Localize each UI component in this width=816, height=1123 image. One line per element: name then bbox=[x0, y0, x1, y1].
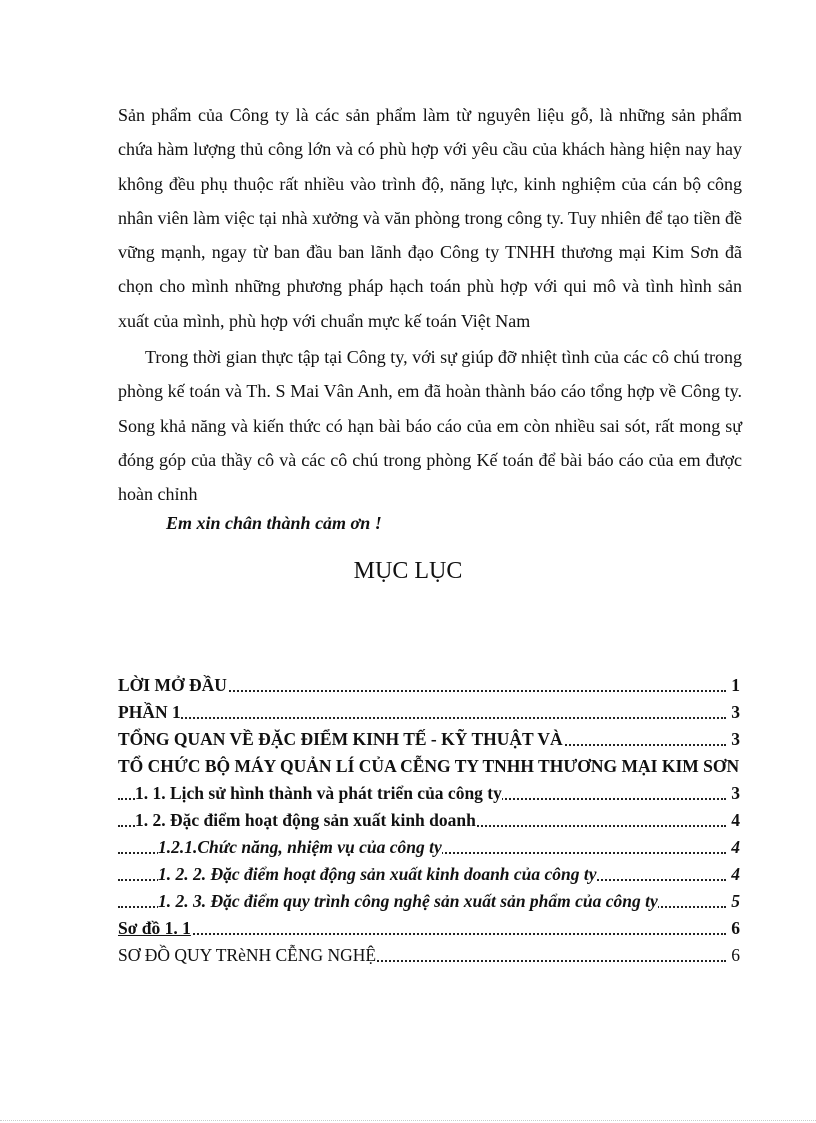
toc-entry-label: TỔNG QUAN VỀ ĐẶC ĐIỂM KINH TẾ - KỸ THUẬT VÀ bbox=[118, 729, 563, 749]
toc-entry-loi-mo-dau[interactable] bbox=[118, 672, 740, 699]
toc-title: MỤC LỤC bbox=[353, 558, 463, 584]
toc-entry-label: 1. 2. 3. Đặc điểm quy trình công nghệ sản xuất sản phẩm của công ty bbox=[158, 891, 658, 911]
toc-entry-label: PHẦN 1 bbox=[118, 702, 181, 722]
page-bottom-divider bbox=[0, 1120, 816, 1121]
toc-entry-label: 1. 1. Lịch sử hình thành và phát triển của công ty bbox=[135, 783, 502, 803]
thanks-line: Em xin chân thành cảm ơn ! bbox=[166, 513, 382, 533]
toc-entry-page: 5 bbox=[729, 888, 740, 915]
toc-entry-so-do-quy-trinh[interactable] bbox=[118, 942, 740, 969]
toc-entry-page: 4 bbox=[729, 807, 740, 834]
toc-entry-label: Sơ đồ 1. 1 bbox=[118, 918, 191, 938]
table-of-contents bbox=[118, 672, 740, 969]
toc-entry-label: LỜI MỞ ĐẦU bbox=[118, 675, 227, 695]
toc-entry-page: 1 bbox=[729, 672, 740, 699]
toc-entry-phan-1[interactable] bbox=[118, 699, 740, 726]
toc-entry-1-2-1[interactable] bbox=[118, 834, 740, 861]
toc-entry-page: 3 bbox=[729, 780, 740, 807]
toc-entry-page: 3 bbox=[729, 699, 740, 726]
toc-entry-label: TỔ CHỨC BỘ MÁY QUẢN LÍ CỦA CỄNG TY TNHH THƯƠNG MẠI KIM SƠN bbox=[118, 756, 740, 776]
toc-entry-label: 1.2.1.Chức năng, nhiệm vụ của công ty bbox=[158, 837, 442, 857]
toc-entry-tong-quan[interactable] bbox=[118, 726, 740, 753]
toc-entry-1-1[interactable] bbox=[118, 780, 740, 807]
toc-entry-page: 4 bbox=[729, 861, 740, 888]
toc-entry-label: SƠ ĐỒ QUY TRèNH CỄNG NGHỆ bbox=[118, 945, 377, 965]
toc-entry-1-2-2[interactable] bbox=[118, 861, 740, 888]
intro-paragraph: Sản phẩm của Công ty là các sản phẩm làm từ nguyên liệu gỗ, là những sản phẩm chứa hàm lượng thủ công lớn và có phù hợp với yêu cầu của khách hàng hiện nay hay không đều phụ thuộc rất nhiều vào trình độ, năng lực, kinh nghiệm của cán bộ công nhân viên làm việc tại nhà xưởng và văn phòng trong công ty. Tuy nhiên để tạo tiền đề vững mạnh, ngay từ ban đầu ban lãnh đạo Công ty TNHH thương mại Kim Sơn đã chọn cho mình những phương pháp hạch toán phù hợp với qui mô và tình hình sản xuất của mình, phù hợp với chuẩn mực kế toán Việt Nam bbox=[118, 105, 742, 331]
toc-entry-page: 4 bbox=[729, 834, 740, 861]
toc-entry-page: 6 bbox=[729, 942, 740, 969]
toc-entry-page: 3 bbox=[729, 726, 740, 753]
toc-entry-1-2[interactable] bbox=[118, 807, 740, 834]
toc-entry-to-chuc[interactable] bbox=[118, 753, 740, 780]
internship-paragraph: Trong thời gian thực tập tại Công ty, với sự giúp đỡ nhiệt tình của các cô chú trong phòng kế toán và Th. S Mai Vân Anh, em đã hoàn thành báo cáo tổng hợp về Công ty. Song khả năng và kiến thức có hạn bài báo cáo của em còn nhiều sai sót, rất mong sự đóng góp của thầy cô và các cô chú trong phòng Kế toán để bài báo cáo của em được hoàn chỉnh bbox=[118, 347, 742, 505]
toc-entry-so-do-1-1[interactable] bbox=[118, 915, 740, 942]
toc-entry-label: 1. 2. 2. Đặc điểm hoạt động sản xuất kinh doanh của công ty bbox=[158, 864, 597, 884]
toc-entry-page: 6 bbox=[729, 915, 740, 942]
toc-entry-1-2-3[interactable] bbox=[118, 888, 740, 915]
toc-entry-label: 1. 2. Đặc điểm hoạt động sản xuất kinh doanh bbox=[135, 810, 476, 830]
